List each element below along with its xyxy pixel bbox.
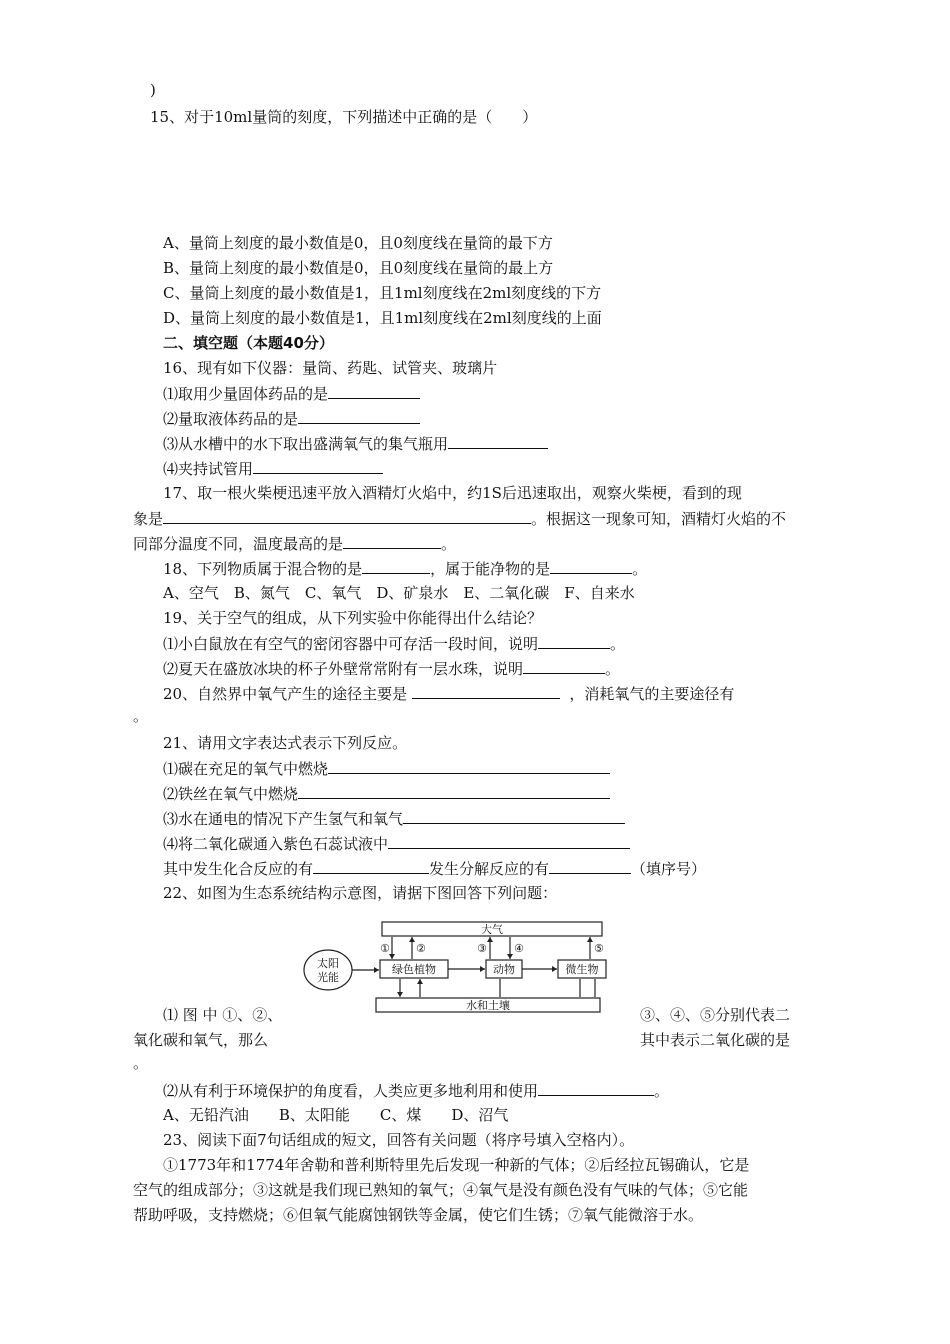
question-17-line3: 同部分温度不同，温度最高的是 。: [133, 535, 457, 553]
question-21-4: ⑷将二氧化碳通入紫色石蕊试液中: [163, 833, 630, 854]
question-16-4: ⑷夹持试管用: [163, 458, 383, 479]
question-22-1-left: ⑴ 图 中 ①、②、: [163, 1006, 283, 1024]
label-n5: ⑤: [594, 942, 604, 955]
answer-blank[interactable]: [343, 533, 441, 549]
answer-blank[interactable]: [328, 383, 420, 399]
question-16-1: ⑴取用少量固体药品的是: [163, 383, 420, 404]
question-17: 17、取一根火柴梗迅速平放入酒精灯火焰中，约1S后迅速取出，观察火柴梗，看到的现: [163, 484, 742, 502]
sun-circle: [304, 950, 352, 990]
answer-blank[interactable]: [538, 1080, 654, 1096]
answer-blank[interactable]: [550, 558, 632, 574]
question-16: 16、现有如下仪器：量筒、药匙、试管夹、玻璃片: [163, 359, 498, 377]
option-15d: D、量筒上刻度的最小数值是1，且1ml刻度线在2ml刻度线的上面: [163, 309, 602, 327]
question-23: 23、阅读下面7句话组成的短文，回答有关问题（将序号填入空格内）。: [163, 1131, 635, 1149]
answer-blank[interactable]: [412, 683, 560, 699]
question-19-1: ⑴小白鼠放在有空气的密闭容器中可存活一段时间，说明 。: [163, 635, 626, 653]
option-15c: C、量筒上刻度的最小数值是1，且1ml刻度线在2ml刻度线的下方: [163, 284, 602, 302]
answer-blank[interactable]: [362, 558, 430, 574]
question-21-5: 其中发生化合反应的有 发生分解反应的有 （填序号）: [163, 860, 707, 878]
answer-blank[interactable]: [313, 858, 429, 874]
label-microbes: 微生物: [565, 963, 599, 976]
answer-blank[interactable]: [328, 758, 610, 774]
option-15b: B、量筒上刻度的最小数值是0，且0刻度线在量筒的最上方: [163, 259, 554, 277]
line-paren: ): [150, 81, 156, 99]
question-23-passage-2: 空气的组成部分；③这就是我们现已熟知的氧气；④氧气是没有颜色没有气味的气体；⑤它能: [133, 1181, 749, 1199]
answer-blank[interactable]: [298, 408, 420, 424]
question-22-1-right: ③、④、⑤分别代表二: [640, 1006, 791, 1024]
ecosystem-diagram: [300, 920, 620, 1020]
question-21-1: ⑴碳在充足的氧气中燃烧: [163, 758, 610, 779]
question-22: 22、如图为生态系统结构示意图，请据下图回答下列问题：: [163, 884, 558, 902]
label-n2: ②: [416, 942, 426, 955]
label-n4: ④: [514, 942, 524, 955]
question-22-1-line2-right: 其中表示二氧化碳的是: [640, 1031, 791, 1049]
label-plants: 绿色植物: [392, 963, 436, 976]
answer-blank[interactable]: [403, 808, 625, 824]
question-22-options: A、无铅汽油 B、太阳能 C、煤 D、沼气: [163, 1106, 509, 1124]
label-animals: 动物: [493, 963, 515, 976]
question-21: 21、请用文字表达式表示下列反应。: [163, 734, 408, 752]
label-sun: 太阳: [317, 957, 339, 970]
answer-blank[interactable]: [163, 508, 531, 524]
question-21-2: ⑵铁丝在氧气中燃烧: [163, 783, 610, 804]
answer-blank[interactable]: [388, 833, 630, 849]
question-18: 18、下列物质属于混合物的是 ，属于能净物的是 。: [163, 560, 648, 578]
question-18-options: A、空气 B、氮气 C、氧气 D、矿泉水 E、二氧化碳 F、自来水: [163, 584, 635, 602]
answer-blank[interactable]: [253, 458, 383, 474]
question-19-2: ⑵夏天在盛放冰块的杯子外壁常常附有一层水珠，说明 。: [163, 660, 621, 678]
label-atmosphere: 大气: [481, 923, 503, 936]
question-20: 20、自然界中氧气产生的途径主要是 ，消耗氧气的主要途径有: [163, 685, 735, 703]
option-15a: A、量筒上刻度的最小数值是0，且0刻度线在量筒的最下方: [163, 234, 553, 252]
question-23-passage-1: ①1773年和1774年舍勒和普利斯特里先后发现一种新的气体；②后经拉瓦锡确认，它是: [163, 1156, 750, 1174]
question-19: 19、关于空气的组成，从下列实验中你能得出什么结论？: [163, 609, 543, 627]
answer-blank[interactable]: [298, 783, 610, 799]
question-20-end: 。: [133, 707, 149, 725]
label-light: 光能: [317, 971, 339, 984]
question-17-line2: 象是 。根据这一现象可知，酒精灯火焰的不: [133, 510, 787, 528]
question-16-2: ⑵量取液体药品的是: [163, 408, 420, 429]
section-heading: 二、填空题（本题40分）: [163, 334, 334, 352]
label-n1: ①: [380, 942, 390, 955]
question-22-1-line2: 氧化碳和氧气，那么: [133, 1031, 269, 1049]
label-soil: 水和土壤: [466, 999, 510, 1012]
question-22-2: ⑵从有利于环境保护的角度看，人类应更多地利用和使用 。: [163, 1082, 670, 1100]
question-15: 15、对于10ml量筒的刻度，下列描述中正确的是（ ）: [150, 108, 538, 126]
answer-blank[interactable]: [448, 433, 548, 449]
answer-blank[interactable]: [523, 658, 605, 674]
answer-blank[interactable]: [538, 633, 610, 649]
label-n3: ③: [477, 942, 487, 955]
answer-blank[interactable]: [549, 858, 631, 874]
question-21-3: ⑶水在通电的情况下产生氢气和氧气: [163, 808, 625, 829]
question-22-1-end: 。: [133, 1054, 149, 1072]
question-23-passage-3: 帮助呼吸，支持燃烧；⑥但氧气能腐蚀钢铁等金属，使它们生锈；⑦氧气能微溶于水。: [133, 1206, 704, 1224]
question-16-3: ⑶从水槽中的水下取出盛满氧气的集气瓶用: [163, 433, 548, 454]
